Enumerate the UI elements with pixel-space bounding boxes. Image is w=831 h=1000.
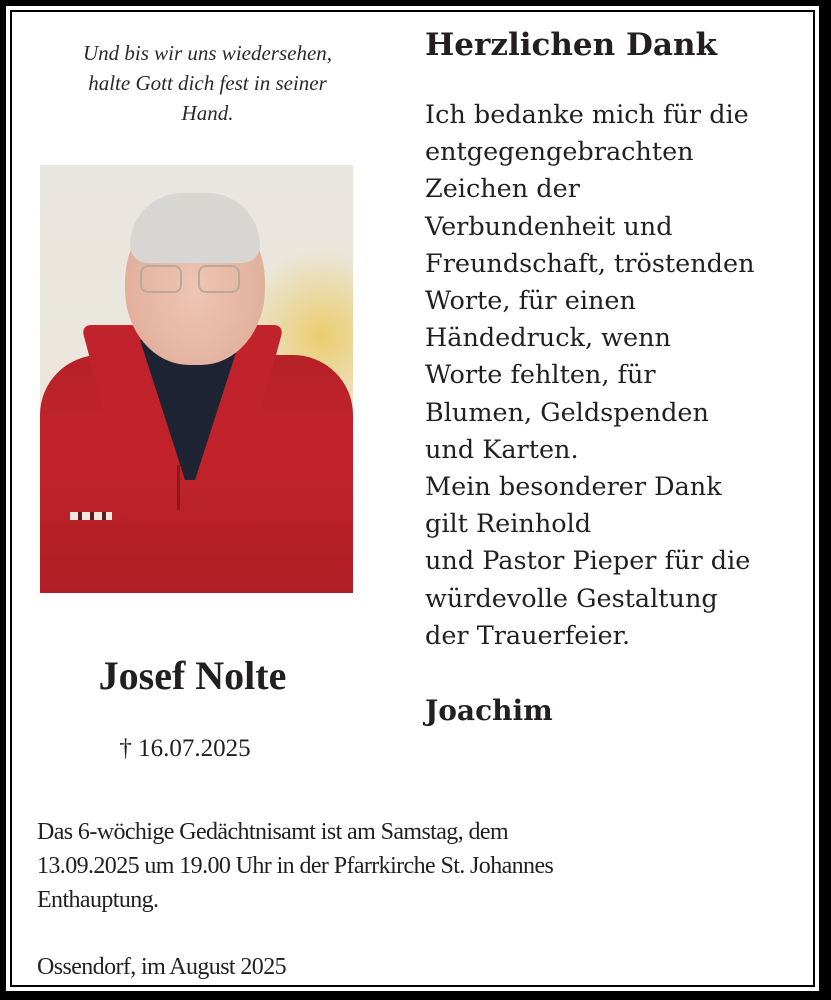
thanks-line: und Karten.	[425, 434, 579, 465]
photo-glasses-right	[198, 265, 240, 293]
verse	[30, 38, 385, 128]
thanks-line: Worte, für einen	[425, 286, 636, 317]
thanks-line: Freundschaft, tröstenden	[425, 248, 755, 279]
memorial-notice	[37, 815, 797, 917]
photo-glasses-left	[140, 265, 182, 293]
photo-hair	[130, 193, 260, 263]
verse-line: Hand.	[181, 101, 234, 125]
thanks-line: Zeichen der	[425, 174, 580, 205]
deceased-name: Josef Nolte	[98, 653, 287, 698]
thanks-line: Verbundenheit und	[425, 211, 673, 242]
verse-line: Und bis wir uns wiedersehen,	[82, 41, 333, 65]
thanks-line: Ich bedanke mich für die	[425, 100, 749, 130]
death-date: † 16.07.2025	[119, 735, 251, 762]
notice-line: Enthauptung.	[37, 887, 159, 913]
thanks-line: Worte fehlten, für	[425, 360, 656, 391]
portrait-photo	[40, 165, 353, 593]
thanks-line: Mein besonderer Dank	[425, 472, 722, 503]
notice-line: 13.09.2025 um 19.00 Uhr in der Pfarrkirche St. Johannes	[37, 853, 554, 879]
verse-line: halte Gott dich fest in seiner	[88, 71, 327, 95]
thanks-line: entgegengebrachten	[425, 137, 694, 168]
thanks-line: Blumen, Geldspenden	[425, 397, 709, 428]
thanks-body	[425, 97, 805, 655]
thanks-line: Händedruck, wenn	[425, 323, 671, 354]
place-date: Ossendorf, im August 2025	[37, 954, 287, 980]
photo-badge	[70, 512, 112, 520]
signature: Joachim	[425, 694, 553, 727]
notice-line: Das 6-wöchige Gedächtnisamt ist am Samstag, dem	[37, 819, 509, 845]
thanks-line: der Trauerfeier.	[425, 620, 631, 651]
photo-zipper	[177, 465, 180, 510]
thanks-line: und Pastor Pieper für die	[425, 546, 751, 577]
thanks-line: gilt Reinhold	[425, 509, 592, 540]
thanks-title: Herzlichen Dank	[425, 27, 717, 63]
thanks-line: würdevolle Gestaltung	[425, 583, 718, 614]
